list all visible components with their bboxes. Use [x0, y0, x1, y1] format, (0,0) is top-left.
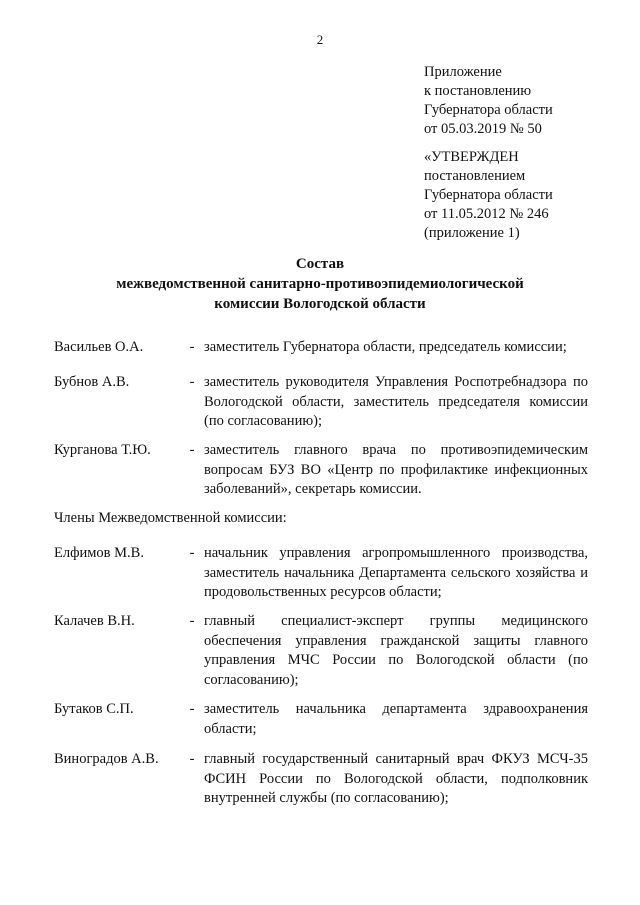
dash-separator: - [189, 613, 195, 629]
dash-separator: - [189, 339, 195, 355]
member-role: заместитель Губернатора области, председатель комиссии; [204, 339, 567, 355]
member-name: Бутаков С.П. [54, 701, 134, 717]
dash-separator: - [189, 374, 195, 390]
approved-line: «УТВЕРЖДЕН [424, 149, 519, 165]
member-name: Калачев В.Н. [54, 613, 135, 629]
title-line: комиссии Вологодской области [214, 296, 426, 312]
member-role: заместитель начальника департамента здравоохранения области; [204, 701, 588, 737]
approved-line: от 11.05.2012 № 246 [424, 206, 549, 222]
appendix-line: к постановлению [424, 83, 532, 99]
approved-block [424, 148, 624, 243]
appendix-line: Губернатора области [424, 102, 553, 118]
approved-line: (приложение 1) [424, 225, 520, 241]
document-title [0, 254, 640, 314]
dash-separator: - [189, 751, 195, 767]
title-line: Состав [295, 256, 345, 272]
appendix-line: от 05.03.2019 № 50 [424, 121, 542, 137]
members-heading: Члены Межведомственной комиссии: [54, 510, 287, 526]
approved-line: Губернатора области [424, 187, 553, 203]
dash-separator: - [189, 545, 195, 561]
member-role: начальник управления агропромышленного производства, заместитель начальника Департамента сельского хозяйства и продовольственных ресурсов области; [204, 545, 588, 600]
member-name: Елфимов М.В. [54, 545, 144, 561]
approved-line: постановлением [424, 168, 526, 184]
member-role: заместитель руководителя Управления Роспотребнадзора по Вологодской области, заместитель председателя комиссии (по согласованию); [204, 374, 588, 429]
page-number: 2 [316, 32, 324, 47]
member-role: заместитель главного врача по противоэпидемическим вопросам БУЗ ВО «Центр по профилактике инфекционных заболеваний», секретарь комиссии. [204, 442, 588, 497]
appendix-line: Приложение [424, 64, 502, 80]
member-name: Курганова Т.Ю. [54, 442, 151, 458]
member-role: главный специалист-эксперт группы медицинского обеспечения управления гражданской защиты главного управления МЧС России по Вологодской области (по согласованию); [204, 613, 588, 688]
member-role: главный государственный санитарный врач ФКУЗ МСЧ-35 ФСИН России по Вологодской области, подполковник внутренней службы (по согласованию); [204, 751, 588, 806]
appendix-block [424, 63, 624, 139]
dash-separator: - [189, 442, 195, 458]
member-name: Бубнов А.В. [54, 374, 130, 390]
member-name: Виноградов А.В. [54, 751, 159, 767]
dash-separator: - [189, 701, 195, 717]
title-line: межведомственной санитарно-противоэпидемиологической [116, 276, 524, 292]
member-name: Васильев О.А. [54, 339, 144, 355]
